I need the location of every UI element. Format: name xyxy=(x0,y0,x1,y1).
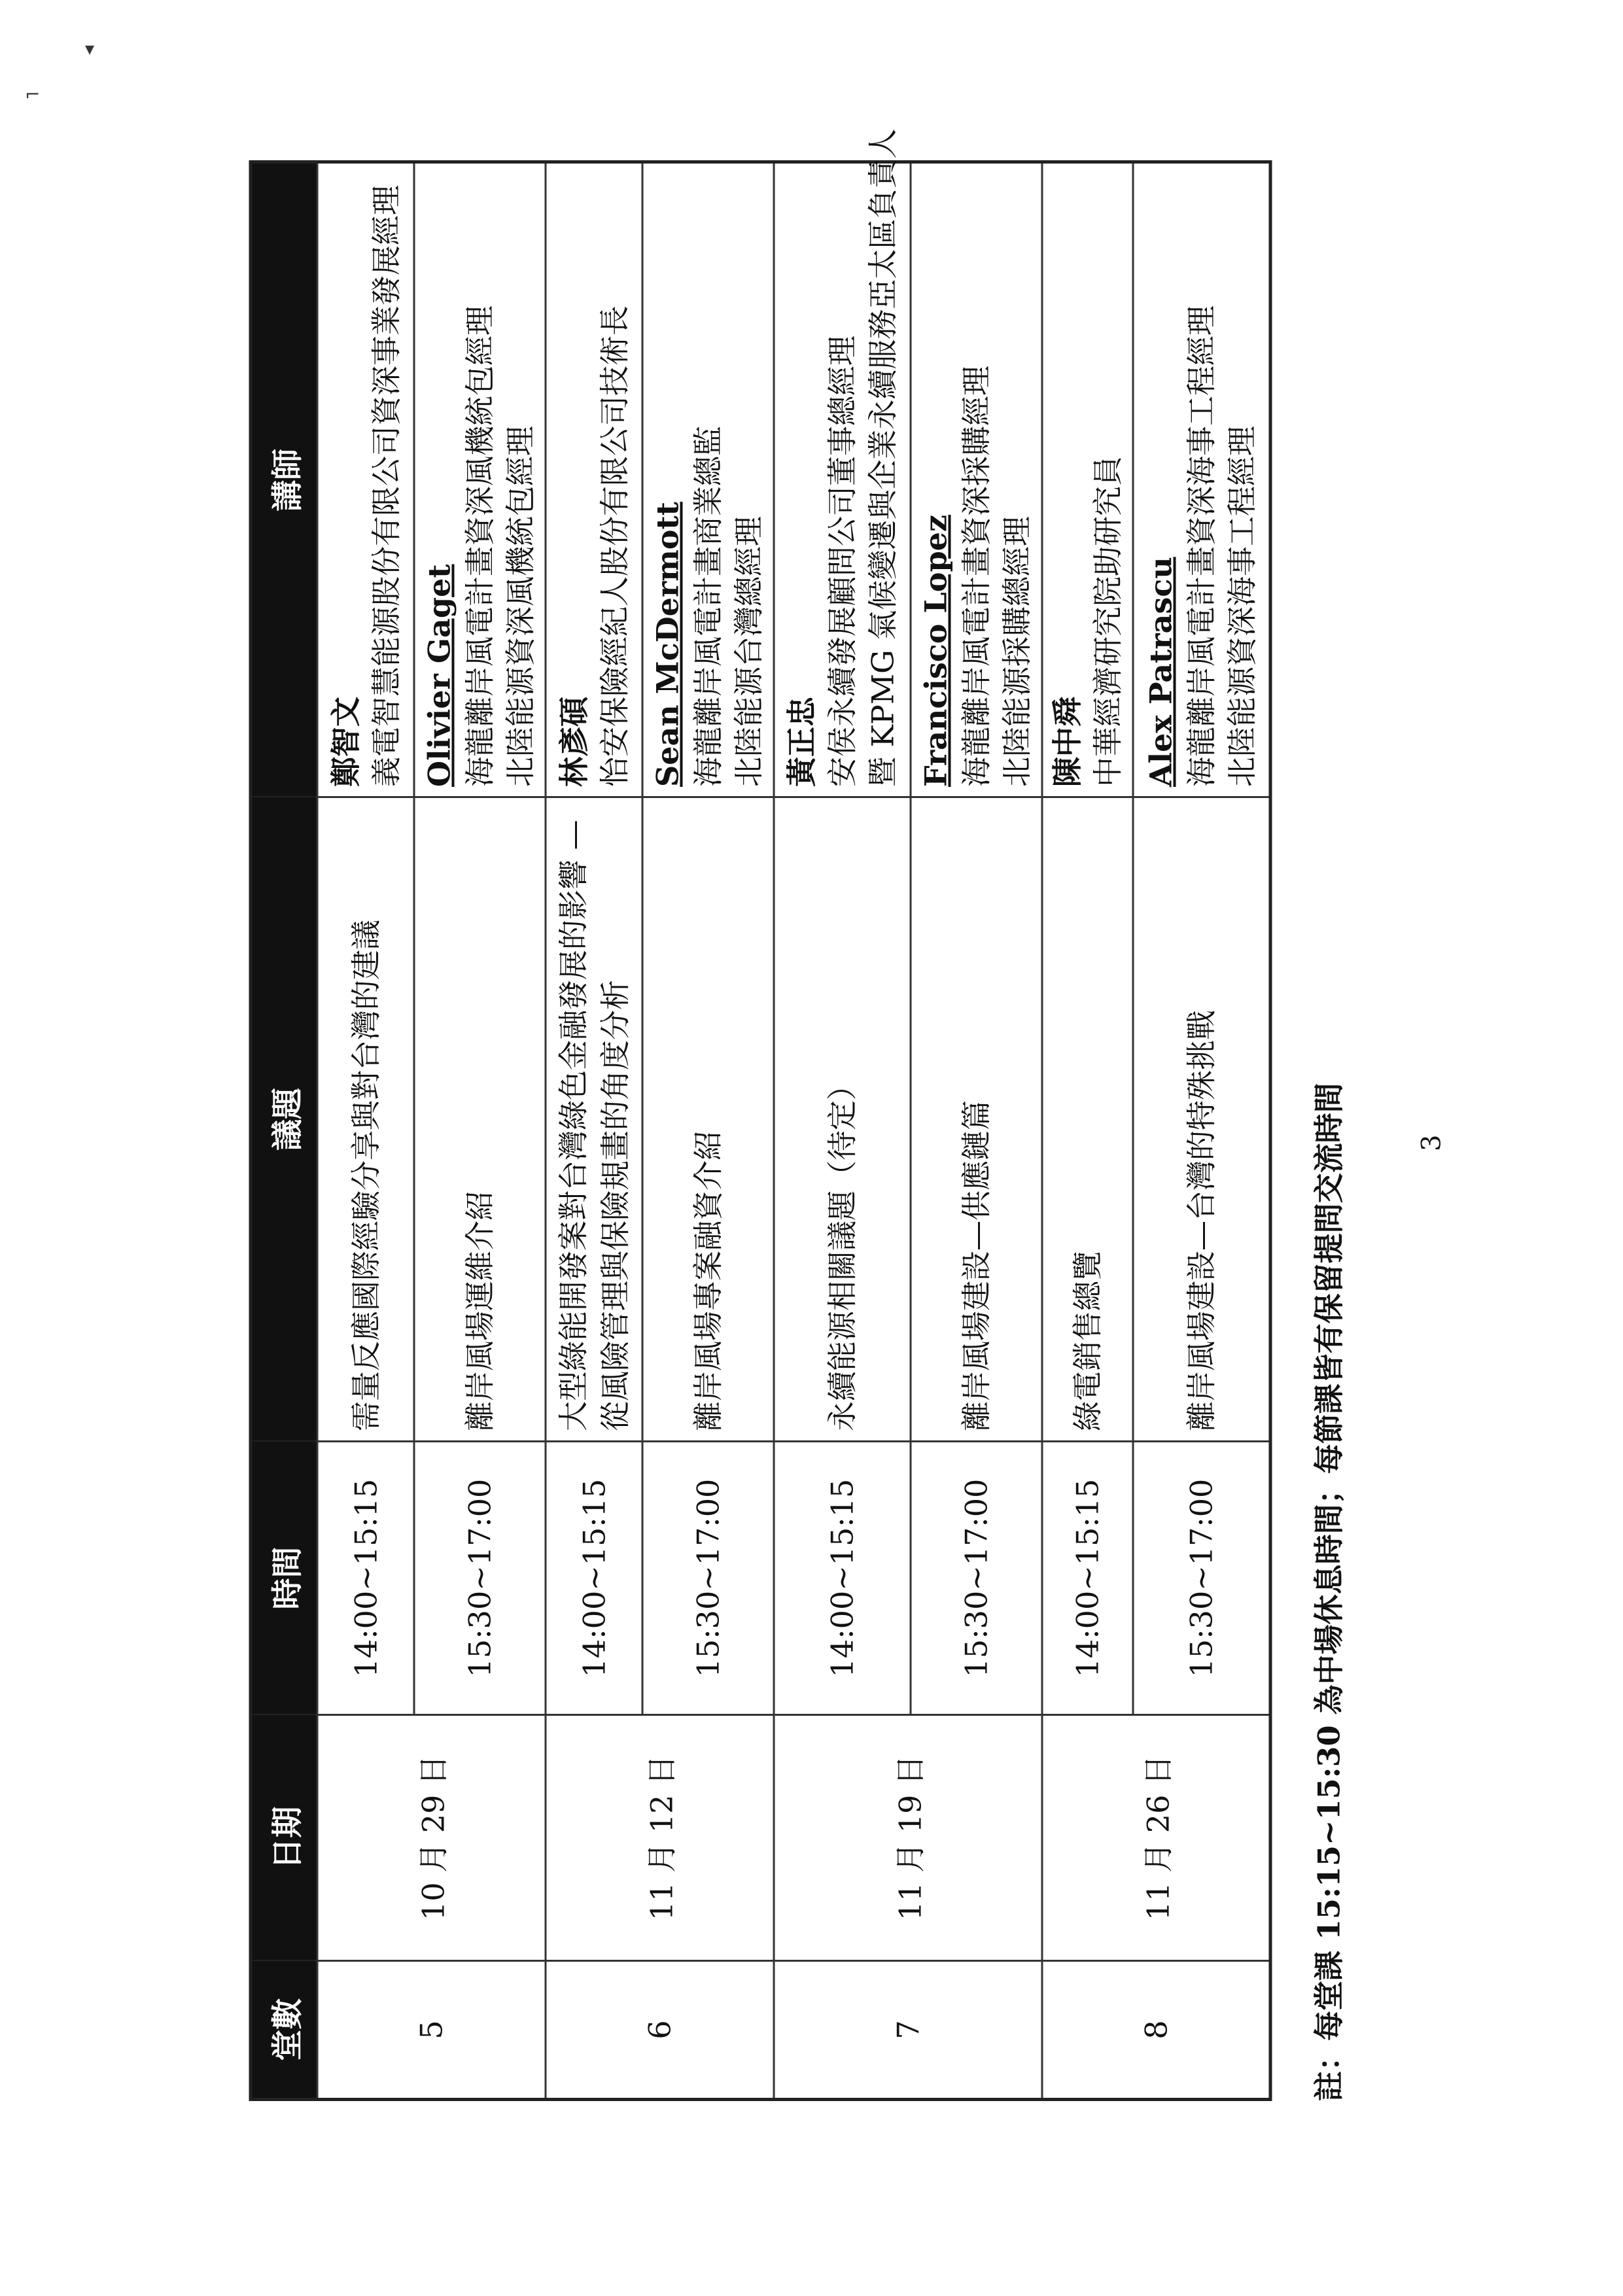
scan-mark: ⌐ xyxy=(25,84,41,105)
lecturer-title: 海龍離岸風電計畫資深風機統包經理 xyxy=(462,305,497,787)
session-date: 10 月 29 日 xyxy=(317,1715,546,1961)
slot-time: 14:00~15:15 xyxy=(317,1442,414,1715)
table-row xyxy=(1042,162,1133,2100)
header-num: 堂數 xyxy=(251,1961,317,2100)
lecturer-title: 怡安保險經紀人股份有限公司技術長 xyxy=(596,305,632,787)
page-number: 3 xyxy=(1416,1134,1446,1151)
lecturer-title: 暨 KPMG 氣候變遷與企業永續服務亞太區負責人 xyxy=(865,128,900,787)
slot-lecturer xyxy=(642,162,774,797)
lecturer-title: 北陸能源資深風機統包經理 xyxy=(502,426,538,787)
slot-topic: 離岸風場建設—供應鏈篇 xyxy=(911,797,1042,1442)
lecturer-title: 海龍離岸風電計畫資深海事工程經理 xyxy=(1183,305,1219,787)
slot-time: 15:30~17:00 xyxy=(1133,1442,1270,1715)
slot-time: 15:30~17:00 xyxy=(911,1442,1042,1715)
lecturer-title: 安侯永續發展顧問公司董事總經理 xyxy=(824,336,860,787)
slot-lecturer xyxy=(317,162,414,797)
header-row xyxy=(251,162,317,2100)
slot-topic: 離岸風場建設—台灣的特殊挑戰 xyxy=(1133,797,1270,1442)
session-date: 11 月 26 日 xyxy=(1042,1715,1270,1961)
scan-mark: ▾ xyxy=(85,38,95,60)
lecturer-title: 海龍離岸風電計畫商業總監 xyxy=(690,426,725,787)
session-number: 8 xyxy=(1042,1961,1270,2100)
slot-topic: 大型綠能開發案對台灣綠色金融發展的影響 —從風險管理與保險規畫的角度分析 xyxy=(546,797,642,1442)
lecturer-title: 義電智慧能源股份有限公司資深事業發展經理 xyxy=(368,185,404,787)
slot-lecturer xyxy=(911,162,1042,797)
slot-topic: 離岸風場運維介紹 xyxy=(414,797,546,1442)
lecturer-name: 林彥碩 xyxy=(555,697,591,787)
session-number: 6 xyxy=(546,1961,774,2100)
slot-lecturer xyxy=(774,128,911,797)
lecturer-name: Sean McDermott xyxy=(650,502,685,787)
slot-lecturer xyxy=(546,162,642,797)
slot-lecturer xyxy=(1133,162,1270,797)
slot-topic: 綠電銷售總覽 xyxy=(1042,797,1133,1442)
schedule-table xyxy=(249,128,1272,2101)
lecturer-name: Olivier Gaget xyxy=(421,564,457,787)
slot-topic: 永續能源相關議題（待定） xyxy=(774,797,911,1442)
header-lecturer: 講師 xyxy=(251,162,317,797)
lecturer-title: 北陸能源台灣總經理 xyxy=(731,516,766,787)
lecturer-name: Alex Patrascu xyxy=(1143,557,1178,787)
header-date: 日期 xyxy=(251,1715,317,1961)
slot-time: 14:00~15:15 xyxy=(546,1442,642,1715)
lecturer-title: 北陸能源資深海事工程經理 xyxy=(1224,426,1259,787)
footnote: 註：每堂課 15:15~15:30 為中場休息時間；每節課皆有保留提問交流時間 xyxy=(1311,1083,1346,2101)
slot-topic: 離岸風場專案融資介紹 xyxy=(642,797,774,1442)
table-row xyxy=(774,162,911,2100)
lecturer-name: 鄭智文 xyxy=(327,697,363,787)
lecturer-title: 海龍離岸風電計畫資深採購經理 xyxy=(958,366,994,787)
header-topic: 議題 xyxy=(251,797,317,1442)
lecturer-title: 北陸能源採購總經理 xyxy=(999,516,1034,787)
table-row xyxy=(546,162,642,2100)
lecturer-name: 陳中舜 xyxy=(1049,697,1085,787)
lecturer-title: 中華經濟研究院助研究員 xyxy=(1090,456,1125,787)
session-number: 5 xyxy=(317,1961,546,2100)
slot-time: 14:00~15:15 xyxy=(774,1442,911,1715)
slot-time: 14:00~15:15 xyxy=(1042,1442,1133,1715)
header-time: 時間 xyxy=(251,1442,317,1715)
slot-lecturer xyxy=(414,162,546,797)
lecturer-name: 黃正忠 xyxy=(784,697,819,787)
lecturer-name: Francisco Lopez xyxy=(918,515,953,787)
session-date: 11 月 12 日 xyxy=(546,1715,774,1961)
slot-time: 15:30~17:00 xyxy=(414,1442,546,1715)
slot-topic: 需量反應國際經驗分享與對台灣的建議 xyxy=(317,797,414,1442)
session-date: 11 月 19 日 xyxy=(774,1715,1042,1961)
session-number: 7 xyxy=(774,1961,1042,2100)
table-row xyxy=(317,162,414,2100)
slot-time: 15:30~17:00 xyxy=(642,1442,774,1715)
slot-lecturer xyxy=(1042,162,1133,797)
